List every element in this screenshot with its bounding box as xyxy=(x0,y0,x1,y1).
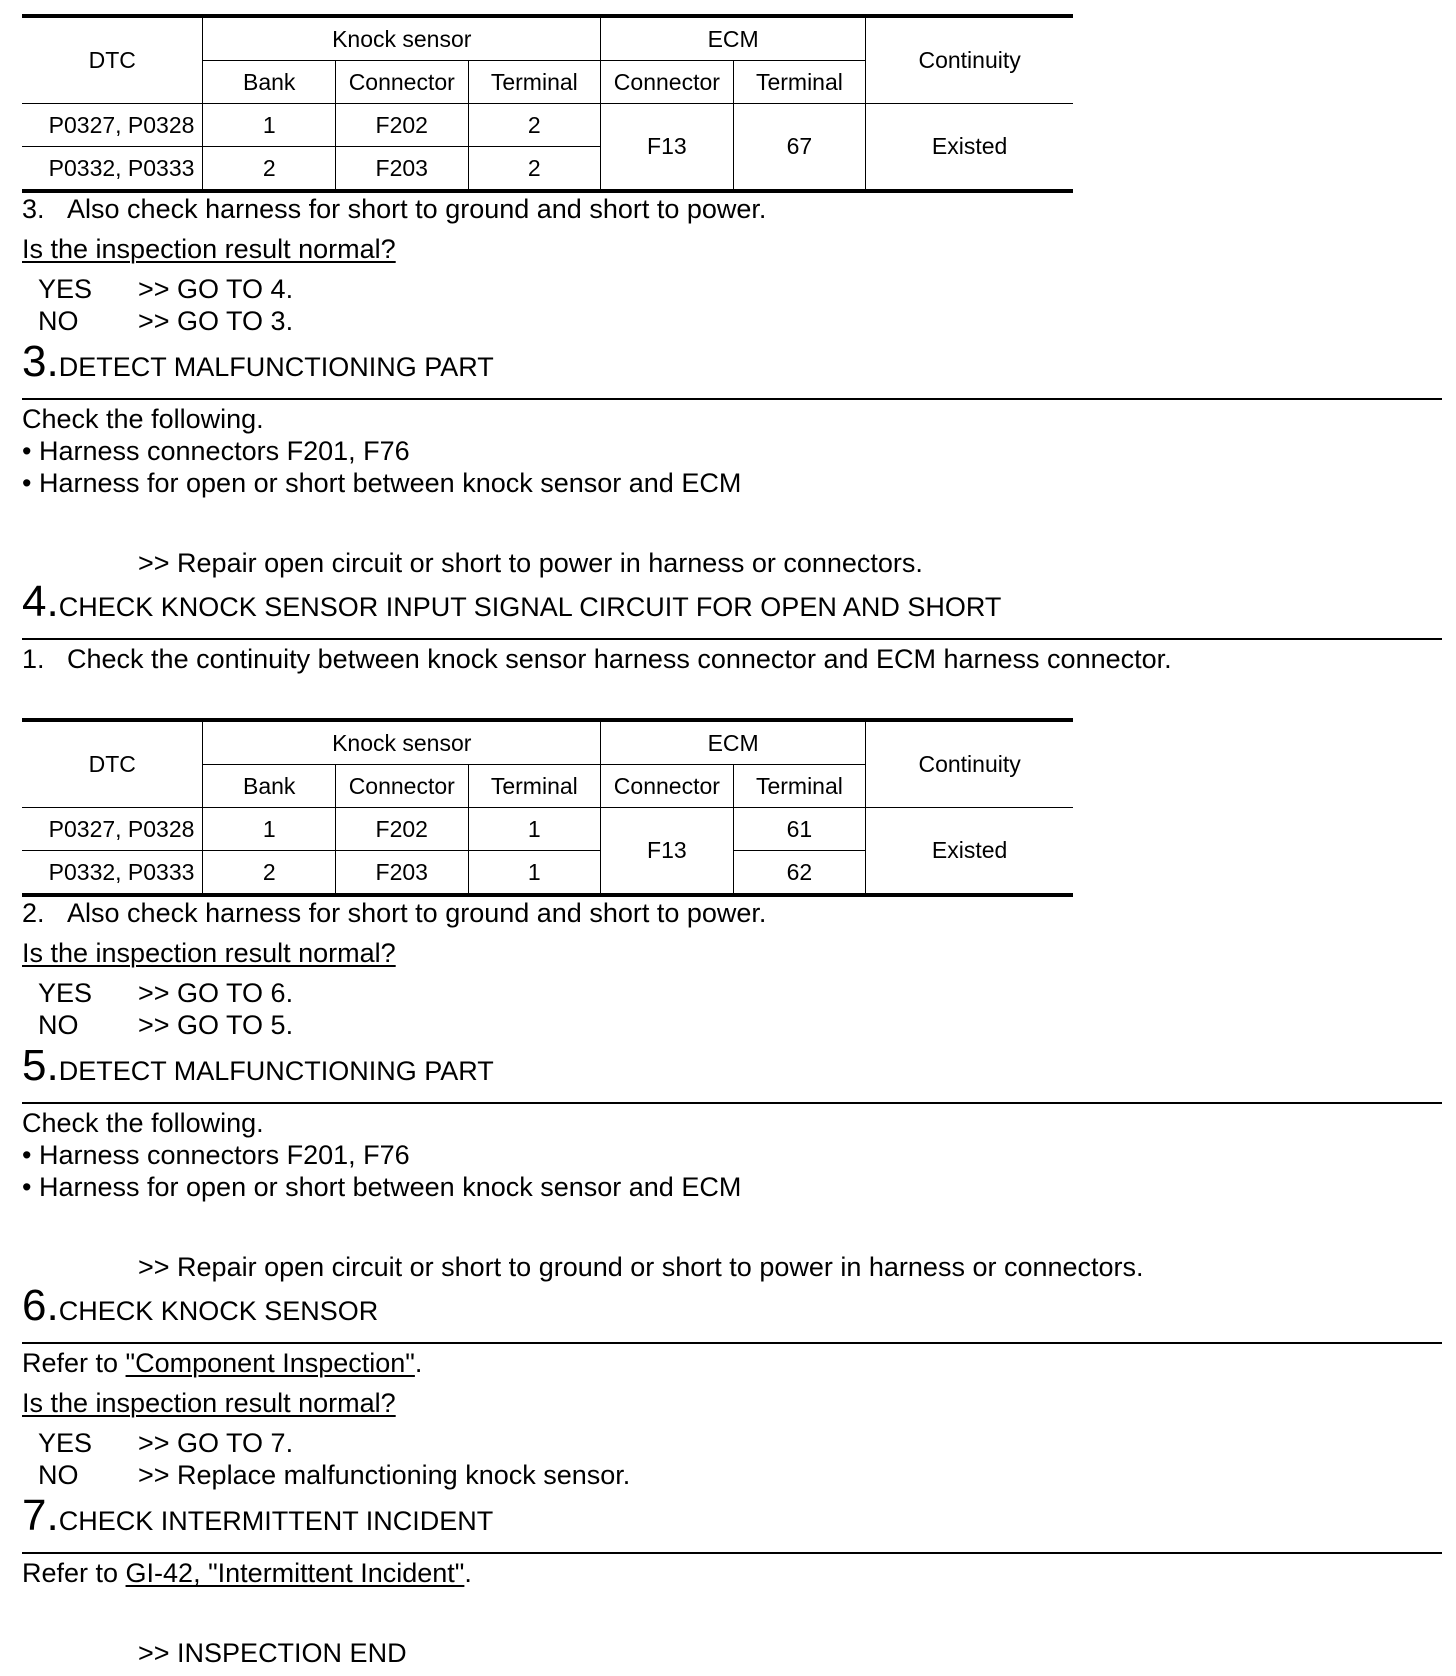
step7-result: >> INSPECTION END xyxy=(138,1638,407,1668)
step5-bullet-2: • Harness for open or short between knock sensor and ECM xyxy=(22,1172,742,1202)
cell-dtc: P0332, P0333 xyxy=(22,851,203,896)
cell-terminal: 2 xyxy=(468,104,601,147)
header-dtc: DTC xyxy=(22,16,203,104)
step4-title: CHECK KNOCK SENSOR INPUT SIGNAL CIRCUIT FOR OPEN AND SHORT xyxy=(58,592,1002,622)
step2-yes-action: >> GO TO 4. xyxy=(138,274,294,304)
header-ks-connector: Connector xyxy=(335,765,468,808)
step6-no-action: >> Replace malfunctioning knock sensor. xyxy=(138,1460,631,1490)
cell-connector: F202 xyxy=(335,808,468,851)
cell-bank: 2 xyxy=(203,851,336,896)
intermittent-incident-link[interactable]: GI-42, "Intermittent Incident" xyxy=(125,1558,465,1588)
step3-divider xyxy=(22,398,1442,400)
cell-bank: 1 xyxy=(203,808,336,851)
header-ecm-terminal: Terminal xyxy=(733,765,866,808)
header-ecm: ECM xyxy=(601,720,866,765)
step3-intro: Check the following. xyxy=(22,404,264,434)
refer-suffix: . xyxy=(414,1348,423,1378)
continuity-table-2 xyxy=(22,718,1073,897)
step7-heading xyxy=(22,1491,494,1540)
step6-question: Is the inspection result normal? xyxy=(22,1388,396,1418)
header-ecm: ECM xyxy=(601,16,866,61)
step6-number: 6. xyxy=(22,1281,59,1330)
cell-dtc: P0332, P0333 xyxy=(22,147,203,192)
cell-ecm-connector: F13 xyxy=(601,104,734,192)
header-ecm-terminal: Terminal xyxy=(733,61,866,104)
step3-title: DETECT MALFUNCTIONING PART xyxy=(58,352,494,382)
cell-dtc: P0327, P0328 xyxy=(22,104,203,147)
header-continuity: Continuity xyxy=(866,16,1073,104)
header-knock-sensor: Knock sensor xyxy=(203,16,601,61)
step2-no-label: NO xyxy=(38,306,79,336)
header-bank: Bank xyxy=(203,61,336,104)
bullet-text: Harness connectors F201, F76 xyxy=(38,1140,410,1170)
continuity-table-1 xyxy=(22,14,1073,193)
step6-heading xyxy=(22,1281,379,1330)
header-ks-connector: Connector xyxy=(335,61,468,104)
step4-question: Is the inspection result normal? xyxy=(22,938,396,968)
cell-ecm-connector: F13 xyxy=(601,808,734,896)
step7-number: 7. xyxy=(22,1491,59,1540)
step7-title: CHECK INTERMITTENT INCIDENT xyxy=(58,1506,494,1536)
header-dtc: DTC xyxy=(22,720,203,808)
cell-connector: F203 xyxy=(335,147,468,192)
step6-refer xyxy=(22,1348,422,1378)
step4-item-2: 2. Also check harness for short to ground and short to power. xyxy=(22,898,767,928)
cell-connector: F202 xyxy=(335,104,468,147)
step4-no-label: NO xyxy=(38,1010,79,1040)
step6-yes-action: >> GO TO 7. xyxy=(138,1428,294,1458)
step5-heading xyxy=(22,1041,494,1090)
header-bank: Bank xyxy=(203,765,336,808)
table-row xyxy=(22,808,1073,851)
step3-number: 3. xyxy=(22,337,59,386)
header-ks-terminal: Terminal xyxy=(468,61,601,104)
bullet-text: Harness for open or short between knock sensor and ECM xyxy=(38,1172,742,1202)
step6-divider xyxy=(22,1342,1442,1344)
step4-item-1: 1. Check the continuity between knock sensor harness connector and ECM harness connector. xyxy=(22,644,1172,674)
step5-divider xyxy=(22,1102,1442,1104)
header-knock-sensor: Knock sensor xyxy=(203,720,601,765)
step5-number: 5. xyxy=(22,1041,59,1090)
cell-continuity: Existed xyxy=(866,104,1073,192)
refer-suffix: . xyxy=(464,1558,472,1588)
step6-no-label: NO xyxy=(38,1460,79,1490)
header-continuity: Continuity xyxy=(866,720,1073,808)
step4-heading xyxy=(22,577,1002,626)
step2-question: Is the inspection result normal? xyxy=(22,234,396,264)
cell-ecm-terminal: 67 xyxy=(733,104,866,192)
step3-heading xyxy=(22,337,494,386)
bullet-text: Harness for open or short between knock sensor and ECM xyxy=(38,468,742,498)
step3-bullet-2: • Harness for open or short between knock sensor and ECM xyxy=(22,468,742,498)
step4-no-action: >> GO TO 5. xyxy=(138,1010,294,1040)
cell-terminal: 1 xyxy=(468,808,601,851)
component-inspection-link[interactable]: "Component Inspection" xyxy=(125,1348,415,1378)
cell-dtc: P0327, P0328 xyxy=(22,808,203,851)
step3-result: >> Repair open circuit or short to power in harness or connectors. xyxy=(138,548,923,578)
cell-terminal: 2 xyxy=(468,147,601,192)
cell-connector: F203 xyxy=(335,851,468,896)
step6-yes-label: YES xyxy=(38,1428,93,1458)
step2-yes-label: YES xyxy=(38,274,93,304)
step2-item-3: 3. Also check harness for short to ground and short to power. xyxy=(22,194,767,224)
refer-prefix: Refer to xyxy=(22,1348,126,1378)
header-ecm-connector: Connector xyxy=(601,765,734,808)
step5-bullet-1: • Harness connectors F201, F76 xyxy=(22,1140,410,1170)
step3-bullet-1: • Harness connectors F201, F76 xyxy=(22,436,410,466)
refer-prefix: Refer to xyxy=(22,1558,126,1588)
header-ecm-connector: Connector xyxy=(601,61,734,104)
cell-bank: 1 xyxy=(203,104,336,147)
step5-result: >> Repair open circuit or short to ground or short to power in harness or connectors. xyxy=(138,1252,1144,1282)
step4-number: 4. xyxy=(22,577,59,626)
step4-yes-label: YES xyxy=(38,978,93,1008)
step6-title: CHECK KNOCK SENSOR xyxy=(58,1296,379,1326)
cell-continuity: Existed xyxy=(866,808,1073,896)
step5-title: DETECT MALFUNCTIONING PART xyxy=(58,1056,494,1086)
step2-no-action: >> GO TO 3. xyxy=(138,306,294,336)
cell-ecm-terminal: 61 xyxy=(733,808,866,851)
step4-yes-action: >> GO TO 6. xyxy=(138,978,294,1008)
table-row xyxy=(22,104,1073,147)
header-ks-terminal: Terminal xyxy=(468,765,601,808)
step7-refer xyxy=(22,1558,472,1588)
step7-divider xyxy=(22,1552,1442,1554)
step4-divider xyxy=(22,638,1442,640)
step5-intro: Check the following. xyxy=(22,1108,264,1138)
cell-terminal: 1 xyxy=(468,851,601,896)
cell-ecm-terminal: 62 xyxy=(733,851,866,896)
cell-bank: 2 xyxy=(203,147,336,192)
bullet-text: Harness connectors F201, F76 xyxy=(38,436,410,466)
